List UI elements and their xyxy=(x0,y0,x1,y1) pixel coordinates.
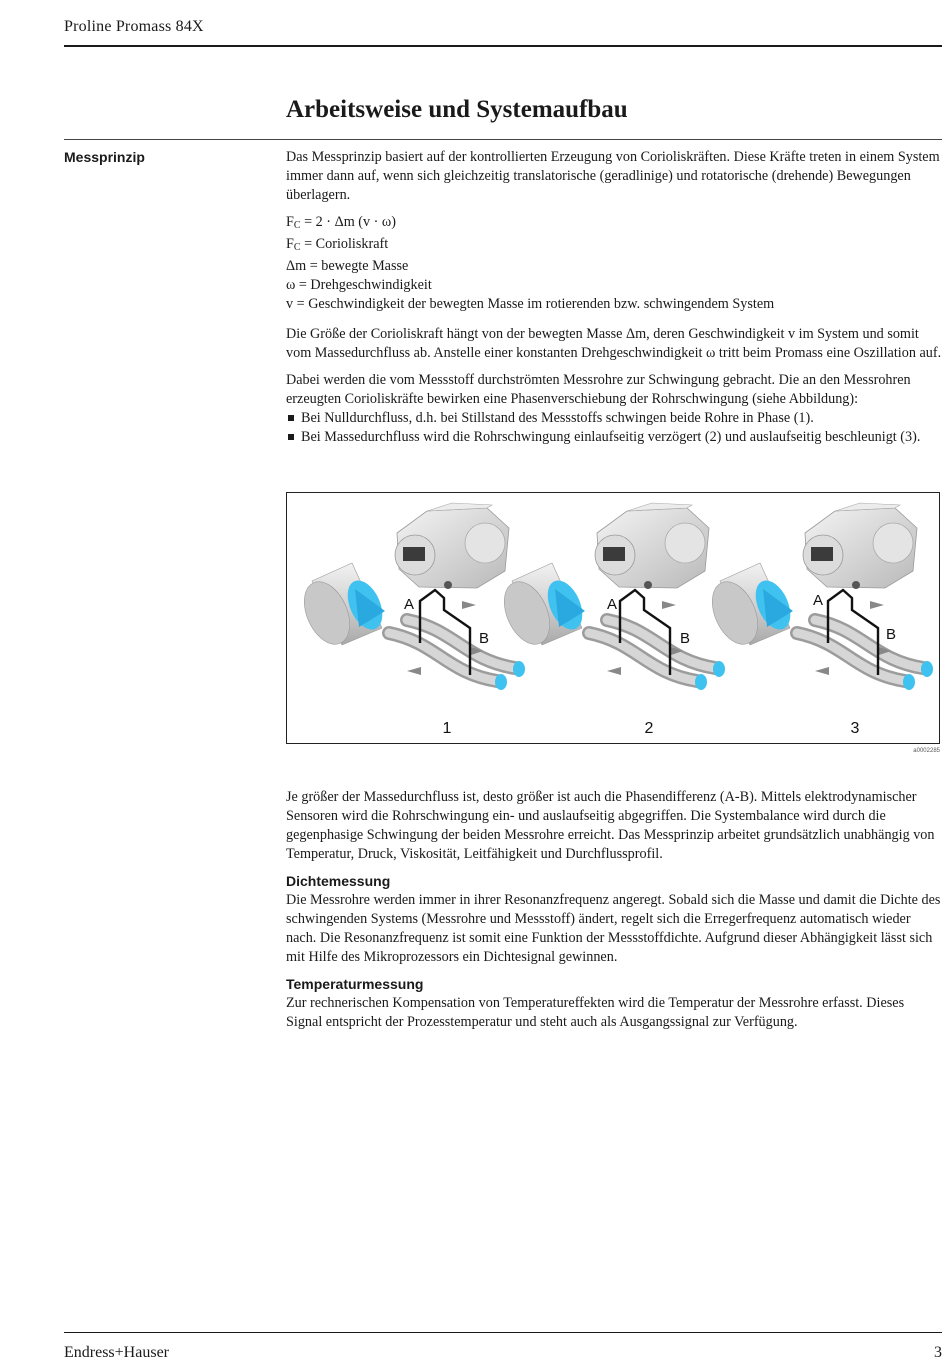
temperature-heading: Temperaturmessung xyxy=(286,976,424,992)
figure-panel-3 xyxy=(703,503,933,737)
formula-line: $F_C = 2 \cdot \Delta m$ (v · ω) xyxy=(286,214,396,231)
sensor-label-b: B xyxy=(680,630,691,647)
formula-omega-definition: ω = Drehgeschwindigkeit xyxy=(286,277,432,293)
coriolis-principle-figure xyxy=(286,492,940,744)
page-number: 3 xyxy=(934,1344,942,1361)
panel-number-2: 2 xyxy=(644,720,654,737)
coriolis-illustration xyxy=(287,493,939,743)
figure-id: a0002285 xyxy=(913,748,940,754)
panel-number-3: 3 xyxy=(850,720,860,737)
intro-paragraph: Das Messprinzip basiert auf der kontrollierten Erzeugung von Corioliskräften. Diese Kräfte treten in einem System immer dann auf, wenn sich gleichzeitig translatorische (geradlinige) und rotatorische (drehende) Bewegungen überlagern. xyxy=(286,149,940,203)
intro-block xyxy=(286,148,942,314)
section-title: Arbeitsweise und Systemaufbau xyxy=(286,96,628,123)
paragraph-coriolis-size: Die Größe der Corioliskraft hängt von der bewegten Masse Δm, deren Geschwindigkeit v im System und somit vom Massedurchfluss ab. Anstelle einer konstanten Drehgeschwindigkeit ω tritt beim Promass eine Oszillation auf. xyxy=(286,326,942,361)
paragraph-phase-difference: Je größer der Massedurchfluss ist, desto größer ist auch die Phasendifferenz (A-B). Mittels elektrodynamischer Sensoren wird die Rohrschwingung ein- und auslaufseitig abgegriffen. Die Systembalance wird durch die gegenphasige Schwingung der beiden Messrohre erreicht. Das Messprinzip arbeitet grundsätzlich unabhängig von Temperatur, Druck, Viskosität, Leitfähigkeit und Durchflussprofil. xyxy=(286,789,935,862)
formula-dm-definition: Δm = bewegte Masse xyxy=(286,258,409,274)
density-paragraph: Die Messrohre werden immer in ihrer Resonanzfrequenz angeregt. Sobald sich die Masse und damit die Dichte des schwingenden Systems (Messrohre und Messstoff) ändert, regelt sich die Erregerfrequenz automatisch wieder nach. Die Resonanzfrequenz ist somit eine Funktion der Messstoffdichte. Aufgrund dieser Abhängigkeit lässt sich mit Hilfe des Mikroprozessors ein Dichtesignal gewinnen. xyxy=(286,892,941,965)
figure-panel-2 xyxy=(495,503,725,737)
formula-block xyxy=(286,213,942,314)
figure-panel-1 xyxy=(295,503,525,737)
panel-number-1: 1 xyxy=(442,720,452,737)
formula-v-definition: v = Geschwindigkeit der bewegten Masse im rotierenden bzw. schwingendem System xyxy=(286,296,775,312)
density-heading: Dichtemessung xyxy=(286,873,391,889)
sensor-label-b: B xyxy=(479,630,490,647)
lower-text-block xyxy=(286,788,942,1032)
bullet-list xyxy=(286,409,942,447)
sensor-label-a: A xyxy=(813,592,824,609)
sensor-label-a: A xyxy=(404,596,415,613)
section-rule xyxy=(64,139,942,140)
document-header-title: Proline Promass 84X xyxy=(64,18,204,35)
temperature-paragraph: Zur rechnerischen Kompensation von Temperatureffekten wird die Temperatur der Messrohre erfasst. Dieses Signal entspricht der Prozesstemperatur und steht auch als Ausgangssignal zur Verfügung. xyxy=(286,995,905,1030)
sensor-label-a: A xyxy=(607,596,618,613)
paragraph-oscillation: Dabei werden die vom Messstoff durchströmten Messrohre zur Schwingung gebracht. Die an den Messrohren erzeugten Corioliskräfte bewirken eine Phasenverschiebung der Rohrschwingung (siehe Abbildung): xyxy=(286,372,911,407)
formula-fc-definition: $F_C$ = Corioliskraft xyxy=(286,236,389,253)
side-label-messprinzip: Messprinzip xyxy=(64,149,145,165)
footer-rule xyxy=(64,1332,942,1333)
principle-block xyxy=(286,325,942,447)
sensor-label-b: B xyxy=(886,626,897,643)
footer-company: Endress+Hauser xyxy=(64,1344,169,1361)
bullet-item-mass-flow: Bei Massedurchfluss wird die Rohrschwingung einlaufseitig verzögert (2) und auslaufseitig beschleunigt (3). xyxy=(286,428,942,447)
bullet-item-zero-flow: Bei Nulldurchfluss, d.h. bei Stillstand des Messstoffs schwingen beide Rohre in Phase (1). xyxy=(286,409,942,428)
header-rule xyxy=(64,45,942,47)
